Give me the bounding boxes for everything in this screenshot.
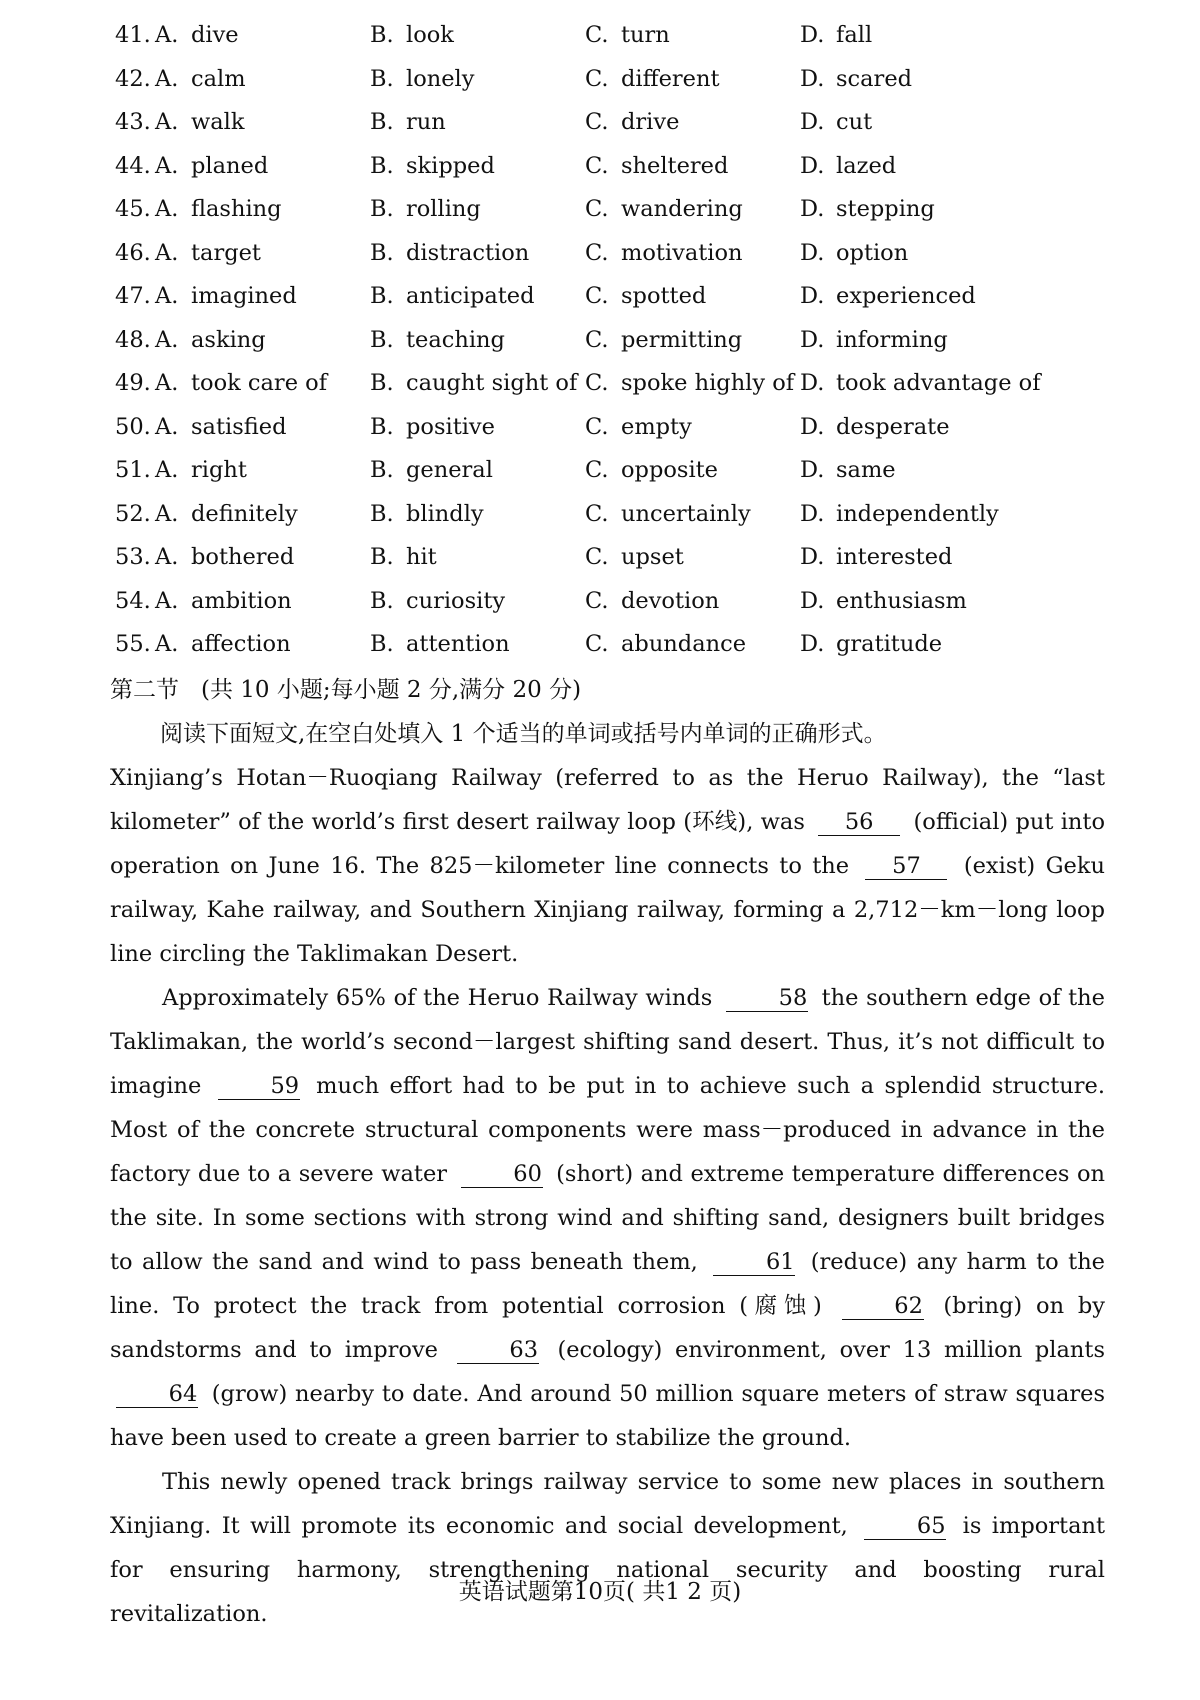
option-c [585,325,742,355]
option-letter: C. [585,370,609,396]
option-c [585,368,794,398]
question-number: 55. [115,631,151,657]
question-number: 53. [115,544,151,570]
option-text: opposite [621,457,718,483]
question-number: 42. [115,65,151,92]
option-d [800,151,896,181]
option-b [370,20,454,50]
option-letter: B. [370,109,394,135]
question-row [110,194,1070,238]
option-text: motivation [621,239,743,266]
option-text: sheltered [621,152,729,179]
option-text: cut [836,109,873,135]
passage-text: Xinjiang’s Hotan－Ruoqiang Railway (referred to as the Heruo Railway), the “last kilometer” of the world’s first desert railway loop (环线), was [110,765,1105,835]
option-letter: D. [800,239,825,266]
option-letter: D. [800,370,825,396]
option-d [800,586,967,616]
option-text: drive [621,109,680,135]
passage-text: the southern edge of the Taklimakan, the world’s second－largest shifting sand desert. Thus, it’s not difficult to imagine [110,985,1105,1099]
option-letter: C. [585,283,609,309]
option-text: target [191,239,261,266]
option-c [585,412,692,442]
option-text: rolling [406,196,481,222]
option-text: empty [621,413,692,440]
option-text: skipped [406,152,495,179]
option-letter: B. [370,413,394,440]
blank-64: 64 [116,1381,198,1408]
option-text: fall [836,22,873,48]
question-number: 49. [115,370,151,396]
option-text: hit [406,544,437,570]
option-c [585,542,684,572]
option-text: bothered [191,544,295,570]
option-text: satisfied [191,413,287,440]
option-letter: B. [370,457,394,483]
question-number: 45. [115,196,151,222]
option-letter: C. [585,413,609,440]
option-letter: D. [800,109,825,135]
option-c [585,151,728,181]
option-text: lonely [406,65,475,92]
option-c [585,107,679,137]
option-letter: A. [155,239,179,266]
blank-61: 61 [713,1249,795,1276]
option-letter: D. [800,326,825,353]
option-text: imagined [191,283,297,309]
option-letter: B. [370,196,394,222]
option-letter: A. [155,413,179,440]
option-text: general [406,457,493,483]
passage-paragraph-1 [110,756,1105,976]
option-b [370,107,446,137]
option-letter: D. [800,22,825,48]
option-d [800,64,912,94]
option-letter: A. [155,65,179,92]
option-letter: B. [370,500,394,527]
option-text: informing [836,326,948,353]
option-letter: B. [370,587,394,614]
option-text: gratitude [836,631,943,657]
option-d [800,194,935,224]
question-row [110,20,1070,64]
option-b [370,64,474,94]
option-letter: C. [585,544,609,570]
option-text: ambition [191,587,292,614]
option-d [800,412,950,442]
option-text: right [191,457,247,483]
option-letter: D. [800,500,825,527]
option-letter: B. [370,370,394,396]
passage-text: (reduce) any harm to the line. To protect the track from potential corrosion (腐蚀) [110,1249,1105,1319]
option-text: independently [836,500,999,527]
option-letter: C. [585,457,609,483]
option-letter: D. [800,587,825,614]
option-letter: A. [155,544,179,570]
option-letter: B. [370,65,394,92]
question-row [110,238,1070,282]
option-c [585,64,720,94]
option-letter: D. [800,544,825,570]
option-text: enthusiasm [836,587,967,614]
option-b [370,281,535,311]
option-a [155,499,298,529]
question-number: 41. [115,22,151,48]
option-text: caught sight of [406,370,578,396]
option-letter: B. [370,239,394,266]
option-text: spoke highly of [621,370,795,396]
option-letter: C. [585,326,609,353]
option-a [155,20,239,50]
question-row [110,325,1070,369]
option-letter: A. [155,500,179,527]
option-letter: A. [155,631,179,657]
option-text: positive [406,413,495,440]
option-text: spotted [621,283,707,309]
passage-text: (official) put into operation on June 16. The 825－kilometer line connects to the [110,809,1106,879]
question-number: 44. [115,152,151,179]
option-text: took care of [191,370,328,396]
passage-text: Approximately 65% of the Heruo Railway winds [162,985,713,1011]
option-text: blindly [406,500,484,527]
option-a [155,151,268,181]
option-c [585,629,746,659]
blank-65: 65 [864,1513,946,1540]
option-text: walk [191,109,245,135]
option-letter: A. [155,152,179,179]
option-b [370,455,493,485]
option-b [370,368,577,398]
question-row [110,455,1070,499]
option-letter: C. [585,239,609,266]
option-text: wandering [621,196,743,222]
option-text: turn [621,22,670,48]
option-letter: C. [585,500,609,527]
question-row [110,107,1070,151]
passage-paragraph-2 [110,976,1105,1460]
option-letter: B. [370,326,394,353]
option-letter: A. [155,196,179,222]
option-letter: D. [800,413,825,440]
option-text: same [836,457,896,483]
passage-text: (bring) on by sandstorms and to improve [110,1293,1105,1363]
question-row [110,281,1070,325]
option-d [800,238,908,268]
question-row [110,542,1070,586]
option-text: option [836,239,909,266]
option-d [800,499,999,529]
option-text: took advantage of [836,370,1041,396]
option-text: distraction [406,239,530,266]
option-text: experienced [836,283,976,309]
option-b [370,238,529,268]
option-a [155,368,327,398]
option-letter: A. [155,109,179,135]
option-b [370,629,510,659]
option-a [155,281,297,311]
question-row [110,499,1070,543]
passage-text: (exist) Geku railway, Kahe railway, and Southern Xinjiang railway, forming a 2,712－km－long loop line circling the Taklimakan Desert. [110,853,1105,967]
option-c [585,238,743,268]
option-c [585,194,743,224]
option-d [800,325,948,355]
question-row [110,64,1070,108]
option-letter: A. [155,22,179,48]
option-text: scared [836,65,913,92]
question-number: 52. [115,500,151,527]
option-text: affection [191,631,291,657]
option-d [800,368,1041,398]
question-row [110,412,1070,456]
passage-paragraph-3 [110,1460,1105,1636]
option-b [370,325,505,355]
blank-62: 62 [842,1293,924,1320]
section-note: (共 10 小题;每小题 2 分,满分 20 分) [201,677,582,703]
blank-57: 57 [865,853,947,880]
option-c [585,455,718,485]
option-letter: D. [800,457,825,483]
option-b [370,194,481,224]
section-heading [110,674,581,706]
option-a [155,238,261,268]
option-letter: C. [585,152,609,179]
option-text: teaching [406,326,505,353]
option-b [370,542,437,572]
option-letter: D. [800,631,825,657]
option-letter: B. [370,631,394,657]
option-b [370,151,495,181]
option-text: attention [406,631,510,657]
question-row [110,368,1070,412]
question-number: 48. [115,326,151,353]
option-a [155,64,246,94]
option-text: calm [191,65,246,92]
blank-63: 63 [457,1337,539,1364]
option-letter: C. [585,587,609,614]
option-letter: D. [800,152,825,179]
option-letter: D. [800,196,825,222]
option-letter: A. [155,326,179,353]
option-c [585,20,670,50]
option-text: anticipated [406,283,535,309]
question-number: 54. [115,587,151,614]
option-letter: C. [585,22,609,48]
option-text: upset [621,544,684,570]
option-letter: A. [155,370,179,396]
option-text: lazed [836,152,897,179]
grammar-fill-passage [110,756,1105,1636]
option-text: interested [836,544,953,570]
page-footer: 英语试题第10页( 共1 2 页) [458,1579,742,1605]
blank-59: 59 [218,1073,300,1100]
option-a [155,542,294,572]
option-text: look [406,22,454,48]
option-text: desperate [836,413,950,440]
question-number: 46. [115,239,151,266]
option-text: stepping [836,196,935,222]
option-letter: D. [800,65,825,92]
option-letter: B. [370,283,394,309]
passage-text: (ecology) environment, over 13 million plants [557,1337,1105,1363]
option-b [370,412,495,442]
option-c [585,499,751,529]
passage-text: much effort had to be put in to achieve such a splendid structure. Most of the concrete structural components were mass－produced in advance in the factory due to a severe water [110,1073,1106,1187]
option-text: different [621,65,720,92]
option-text: asking [191,326,266,353]
section-title: 第二节 [110,677,179,703]
option-letter: C. [585,196,609,222]
question-number: 43. [115,109,151,135]
option-a [155,412,286,442]
blank-58: 58 [726,985,808,1012]
option-d [800,281,976,311]
option-a [155,194,282,224]
option-text: dive [191,22,239,48]
option-d [800,629,942,659]
option-text: abundance [621,631,747,657]
option-d [800,20,872,50]
option-d [800,107,872,137]
option-a [155,325,266,355]
option-c [585,586,719,616]
passage-text: is important for ensuring harmony, strengthening national security and boosting rural revitalization. [110,1513,1106,1627]
option-letter: D. [800,283,825,309]
section-instruction: 阅读下面短文,在空白处填入 1 个适当的单词或括号内单词的正确形式。 [160,721,887,747]
blank-60: 60 [461,1161,543,1188]
option-text: definitely [191,500,298,527]
option-text: uncertainly [621,500,751,527]
option-letter: C. [585,65,609,92]
multiple-choice-list [110,20,1070,673]
option-letter: B. [370,544,394,570]
option-b [370,586,505,616]
option-c [585,281,706,311]
option-a [155,629,291,659]
blank-56: 56 [818,809,900,836]
question-number: 50. [115,413,151,440]
option-letter: C. [585,109,609,135]
question-row [110,151,1070,195]
option-text: flashing [191,196,282,222]
passage-text: (grow) nearby to date. And around 50 million square meters of straw squares have been used to create a green barrier to stabilize the ground. [110,1381,1106,1451]
option-text: planed [191,152,269,179]
option-text: run [406,109,446,135]
option-b [370,499,484,529]
option-a [155,586,292,616]
question-number: 51. [115,457,151,483]
option-letter: A. [155,283,179,309]
option-d [800,542,952,572]
option-a [155,107,245,137]
option-text: curiosity [406,587,506,614]
option-text: devotion [621,587,720,614]
option-letter: B. [370,22,394,48]
option-text: permitting [621,326,743,353]
passage-text: (short) and extreme temperature differences on the site. In some sections with strong wind and shifting sand, designers built bridges to allow the sand and wind to pass beneath them, [110,1161,1106,1275]
option-letter: A. [155,457,179,483]
question-row [110,629,1070,673]
question-row [110,586,1070,630]
question-number: 47. [115,283,151,309]
option-d [800,455,896,485]
passage-text: This newly opened track brings railway service to some new places in southern Xinjiang. It will promote its economic and social development, [110,1469,1105,1539]
option-letter: C. [585,631,609,657]
option-letter: A. [155,587,179,614]
option-letter: B. [370,152,394,179]
option-a [155,455,247,485]
